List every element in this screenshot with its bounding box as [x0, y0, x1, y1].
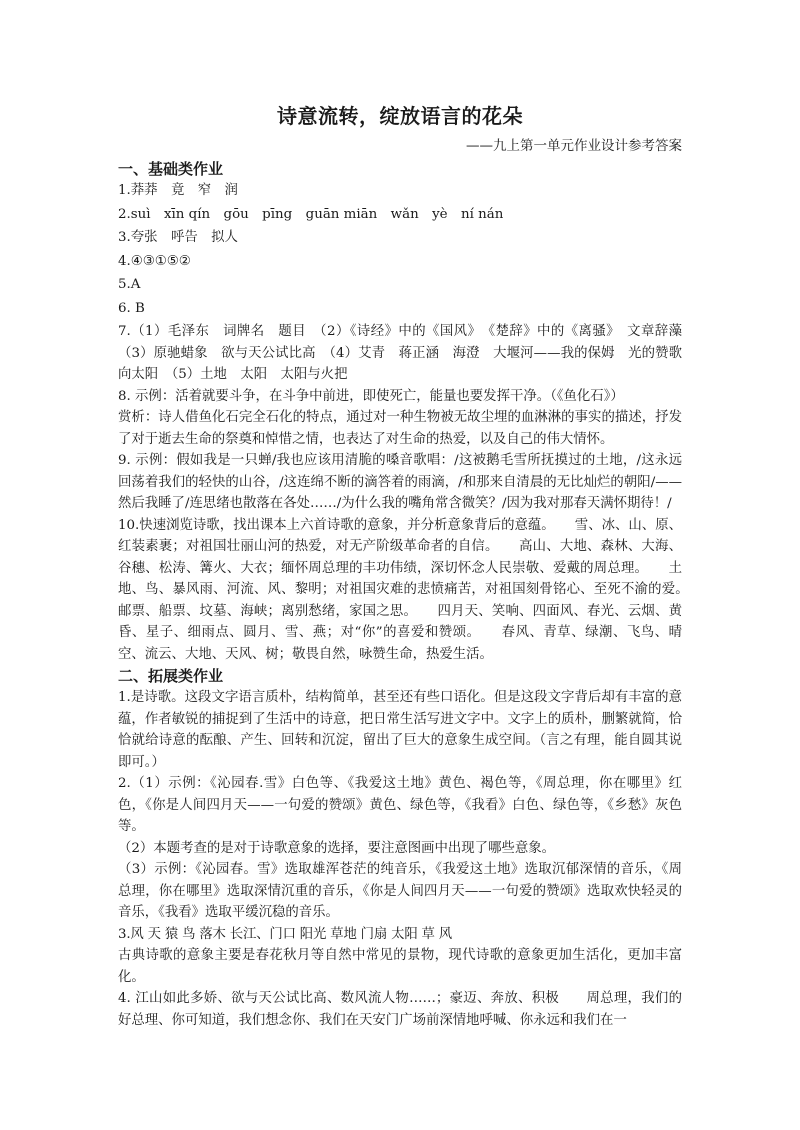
answer-8-analysis: 赏析：诗人借鱼化石完全石化的特点，通过对一种生物被无故尘埋的血淋淋的事实的描述，抒发了对于逝去生命的祭奠和悼惜之情，也表达了对生命的热爱，以及自己的伟大情怀。	[118, 410, 682, 447]
answer-10: 10.快速浏览诗歌，找出课本上六首诗歌的意象，并分析意象背后的意蕴。 雪、冰、山、原、红装素裹；对祖国壮丽山河的热爱，对无产阶级革命者的自信。 高山、大地、森林、大海、谷穗、松涛、篝火、大衣；缅怀周总理的丰功伟绩，深切怀念人民崇敬、爱戴的周总理。 土地、鸟、暴风雨、河流、风、黎明；对祖国灾难的悲愤痛苦，对祖国刻骨铭心、至死不渝的爱。 邮票、船票、坟墓、海峡；离别愁绪，家国之思。 四月天、笑响、四面风、春光、云烟、黄昏、星子、细雨点、圆月、雪、燕；对“你”的喜爱和赞颂。 春风、青草、绿潮、飞鸟、晴空、流云、大地、天风、树；敬畏自然，咏赞生命，热爱生活。	[118, 517, 709, 662]
answer-5: 5.A	[118, 277, 141, 292]
extended-answer-4: 4. 江山如此多娇、欲与天公试比高、数风流人物……；豪迈、奔放、积极 周总理，我们的好总理、你可知道，我们想念你、我们在天安门广场前深情地呼喊、你永远和我们在一	[118, 991, 682, 1028]
extended-answer-2-2: （2）本题考查的是对于诗歌意象的选择，要注意图画中出现了哪些意象。	[118, 840, 556, 856]
extended-answer-2-3: （3）示例：《沁园春。雪》选取雄浑苍茫的纯音乐，《我爱这土地》选取沉郁深情的音乐，《周总理，你在哪里》选取深情沉重的音乐，《你是人间四月天——一句爱的赞颂》选取欢快轻灵的音乐，《我看》选取平缓沉稳的音乐。	[118, 862, 682, 920]
section-heading-basic: 一、基础类作业	[118, 160, 224, 178]
answer-4: 4.④③①⑤②	[118, 253, 191, 269]
answer-3: 3.夸张 呼告 拟人	[118, 230, 238, 245]
document-title: 诗意流转，绽放语言的花朵	[277, 104, 523, 128]
extended-answer-1: 1.是诗歌。这段文字语言质朴，结构简单，甚至还有些口语化。但是这段文字背后却有丰富的意蕴，作者敏锐的捕捉到了生活中的诗意，把日常生活写进文字中。文字上的质朴，删繁就简，恰恰就给诗意的酝酿、产生、回转和沉淀，留出了巨大的意象生成空间。（言之有理，能自圆其说即可。）	[118, 690, 682, 770]
answer-7: 7.（1）毛泽东 词牌名 题目 （2）《诗经》中的《国风》 《楚辞》中的《离骚》 文章辞藻 （3）原驰蜡象 欲与天公试比高 （4）艾青 蒋正涵 海澄 大堰河——我的保姆 光的赞歌 向太阳 （5）土地 太阳 太阳与火把	[118, 324, 696, 382]
answer-8-example: 8. 示例：活着就要斗争，在斗争中前进，即使死亡，能量也要发挥干净。（《鱼化石》）	[118, 388, 624, 404]
extended-answer-3-images: 3.风 天 猿 鸟 落木 长江、门口 阳光 草地 门扇 太阳 草 风	[118, 926, 452, 942]
answer-6: 6. B	[118, 300, 145, 316]
section-heading-extended: 二、拓展类作业	[118, 667, 224, 685]
extended-answer-3-explain: 古典诗歌的意象主要是春花秋月等自然中常见的景物，现代诗歌的意象更加生活化，更加丰富化。	[118, 948, 682, 985]
answer-2: 2.suì xīn qín gōu pīng guān miān wǎn yè ní nán	[118, 206, 504, 222]
document-subtitle: ——九上第一单元作业设计参考答案	[466, 138, 682, 154]
extended-answer-2-1: 2.（1）示例：《沁园春.雪》白色等、《我爱这土地》黄色、褐色等，《周总理，你在哪里》红色，《你是人间四月天——一句爱的赞颂》黄色、绿色等，《我看》白色、绿色等，《乡愁》灰色等。	[118, 776, 682, 834]
answer-1: 1.莽莽 竟 窄 润	[118, 183, 238, 198]
answer-9: 9. 示例：假如我是一只蝉/我也应该用清脆的嗓音歌唱：/这被鹅毛雪所抚摸过的土地，/这永远回荡着我们的轻快的山谷，/这连绵不断的滴答着的雨滴，/和那来自清晨的无比灿烂的朝阳/——然后我睡了/连思绪也散落在各处……/为什么我的嘴角常含微笑？/因为我对那春天满怀期待！/	[118, 453, 682, 511]
